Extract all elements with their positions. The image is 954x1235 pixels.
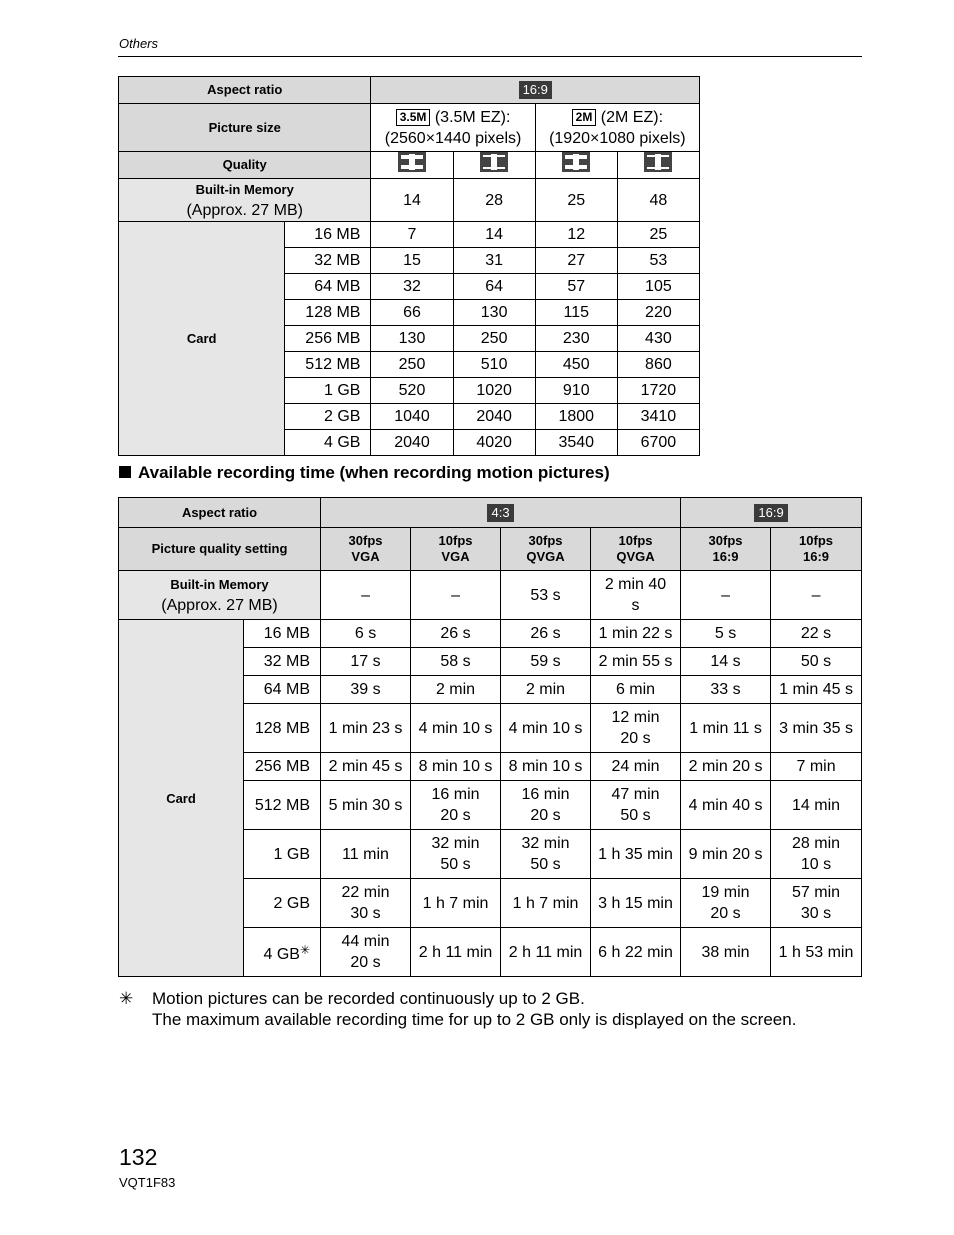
table-cell: 26 s xyxy=(411,620,501,648)
table-cell: 59 s xyxy=(501,648,591,676)
column-header xyxy=(411,528,501,571)
builtin-memory-title: Built-in Memory xyxy=(170,577,269,592)
card-size: 1 GB xyxy=(244,830,321,879)
fine-quality-icon xyxy=(398,152,426,172)
quality-cell xyxy=(535,152,617,179)
table-cell: 1 min 45 s xyxy=(771,676,862,704)
card-size: 2 GB xyxy=(244,879,321,928)
column-header-format: QVGA xyxy=(526,549,565,564)
table-cell: 1 min 23 s xyxy=(321,704,411,753)
card-size: 16 MB xyxy=(285,222,371,248)
table-cell: 38 min xyxy=(681,928,771,977)
column-header xyxy=(501,528,591,571)
picture-size-b xyxy=(535,104,699,152)
table-cell: 32 min 50 s xyxy=(411,830,501,879)
table-cell: 1 h 7 min xyxy=(411,879,501,928)
table-cell: 2 h 11 min xyxy=(501,928,591,977)
table-cell: 25 xyxy=(617,222,699,248)
picture-size-label: Picture size xyxy=(119,104,371,152)
table-cell: 22 s xyxy=(771,620,862,648)
table-cell: 1720 xyxy=(617,378,699,404)
section-heading xyxy=(119,463,610,483)
builtin-memory-capacity: (Approx. 27 MB) xyxy=(186,202,303,219)
picture-size-a-line2: (2560×1440 pixels) xyxy=(384,129,522,147)
quality-label: Quality xyxy=(119,152,371,179)
column-header-format: QVGA xyxy=(616,549,655,564)
builtin-memory-label xyxy=(119,571,321,620)
table-cell: 39 s xyxy=(321,676,411,704)
table-cell: 4 min 40 s xyxy=(681,781,771,830)
aspect-16-9-badge: 16:9 xyxy=(519,81,552,99)
table-cell: 16 min 20 s xyxy=(411,781,501,830)
table-cell: 130 xyxy=(371,326,453,352)
table-cell: 510 xyxy=(453,352,535,378)
table-cell: 6 h 22 min xyxy=(591,928,681,977)
table-cell: 115 xyxy=(535,300,617,326)
table-cell: 48 xyxy=(617,179,699,222)
table-cell: – xyxy=(411,571,501,620)
table-cell: 2 min 55 s xyxy=(591,648,681,676)
table-cell: 6700 xyxy=(617,430,699,456)
size-3-5m-icon: 3.5M xyxy=(396,109,431,126)
table-cell: 520 xyxy=(371,378,453,404)
card-size xyxy=(244,928,321,977)
column-header-fps: 10fps xyxy=(618,533,653,548)
footnote xyxy=(119,988,796,1030)
table-cell: 53 xyxy=(617,248,699,274)
table-cell: 15 xyxy=(371,248,453,274)
table-cell: 2 h 11 min xyxy=(411,928,501,977)
column-header-fps: 30fps xyxy=(348,533,383,548)
table-cell: 57 min 30 s xyxy=(771,879,862,928)
table-cell: 31 xyxy=(453,248,535,274)
card-size: 128 MB xyxy=(285,300,371,326)
table-cell: 3410 xyxy=(617,404,699,430)
table-cell: 14 s xyxy=(681,648,771,676)
table-cell: 5 min 30 s xyxy=(321,781,411,830)
table-cell: 11 min xyxy=(321,830,411,879)
table-cell: 4 min 10 s xyxy=(411,704,501,753)
picture-size-b-line1: (2M EZ): xyxy=(600,108,664,126)
footnote-line: Motion pictures can be recorded continuously up to 2 GB. xyxy=(152,989,585,1008)
still-picture-capacity-table xyxy=(118,76,700,456)
table-cell: 2 min 20 s xyxy=(681,753,771,781)
card-size: 128 MB xyxy=(244,704,321,753)
card-size: 64 MB xyxy=(285,274,371,300)
table-cell: 1800 xyxy=(535,404,617,430)
page-number: 132 xyxy=(119,1144,158,1170)
card-size-text: 4 GB xyxy=(263,945,300,963)
table-cell: 1 min 22 s xyxy=(591,620,681,648)
section-tag: Others xyxy=(119,36,159,51)
table-cell: 4 min 10 s xyxy=(501,704,591,753)
quality-cell xyxy=(371,152,453,179)
table-cell: 14 xyxy=(371,179,453,222)
column-header-fps: 30fps xyxy=(528,533,563,548)
document-code: VQT1F83 xyxy=(119,1175,176,1190)
table-cell: 25 xyxy=(535,179,617,222)
table-cell: 8 min 10 s xyxy=(501,753,591,781)
column-header xyxy=(771,528,862,571)
table-cell: 1040 xyxy=(371,404,453,430)
table-cell: 3540 xyxy=(535,430,617,456)
table-cell: – xyxy=(771,571,862,620)
table-cell: 19 min 20 s xyxy=(681,879,771,928)
table-cell: – xyxy=(321,571,411,620)
table-cell: 450 xyxy=(535,352,617,378)
card-size: 64 MB xyxy=(244,676,321,704)
table-cell: 7 xyxy=(371,222,453,248)
square-bullet-icon xyxy=(119,466,131,478)
table-cell: 2 min xyxy=(411,676,501,704)
picture-size-a-line1: (3.5M EZ): xyxy=(434,108,511,126)
table-cell: 32 xyxy=(371,274,453,300)
fine-quality-icon xyxy=(562,152,590,172)
quality-cell xyxy=(453,152,535,179)
table-cell: 17 s xyxy=(321,648,411,676)
column-header-fps: 10fps xyxy=(799,533,834,548)
table-cell: 6 min xyxy=(591,676,681,704)
aspect-ratio-cell xyxy=(681,498,862,528)
standard-quality-icon xyxy=(644,152,672,172)
column-header-format: VGA xyxy=(351,549,380,564)
column-header-format: 16:9 xyxy=(712,549,739,564)
picture-size-a xyxy=(371,104,535,152)
table-cell: – xyxy=(681,571,771,620)
table-cell: 57 xyxy=(535,274,617,300)
column-header xyxy=(591,528,681,571)
table-cell: 16 min 20 s xyxy=(501,781,591,830)
card-size: 512 MB xyxy=(244,781,321,830)
table-cell: 28 xyxy=(453,179,535,222)
table-cell: 27 xyxy=(535,248,617,274)
table-cell: 24 min xyxy=(591,753,681,781)
table-row xyxy=(119,222,700,248)
column-header xyxy=(681,528,771,571)
builtin-memory-label xyxy=(119,179,371,222)
table-cell: 860 xyxy=(617,352,699,378)
header-rule xyxy=(118,56,862,57)
card-size: 256 MB xyxy=(244,753,321,781)
table-cell: 430 xyxy=(617,326,699,352)
table-cell: 1 min 11 s xyxy=(681,704,771,753)
table-cell: 66 xyxy=(371,300,453,326)
table-cell: 26 s xyxy=(501,620,591,648)
table-cell: 2 min 45 s xyxy=(321,753,411,781)
column-header-fps: 30fps xyxy=(708,533,743,548)
table-cell: 64 xyxy=(453,274,535,300)
table-cell: 2040 xyxy=(453,404,535,430)
builtin-memory-capacity: (Approx. 27 MB) xyxy=(161,597,278,614)
table-cell: 44 min 20 s xyxy=(321,928,411,977)
card-size: 4 GB xyxy=(285,430,371,456)
table-row xyxy=(119,620,862,648)
table-cell: 7 min xyxy=(771,753,862,781)
card-size: 2 GB xyxy=(285,404,371,430)
table-cell: 105 xyxy=(617,274,699,300)
aspect-ratio-label: Aspect ratio xyxy=(119,498,321,528)
table-cell: 3 h 15 min xyxy=(591,879,681,928)
table-cell: 3 min 35 s xyxy=(771,704,862,753)
table-cell: 4020 xyxy=(453,430,535,456)
card-size: 1 GB xyxy=(285,378,371,404)
card-size: 32 MB xyxy=(244,648,321,676)
table-cell: 22 min 30 s xyxy=(321,879,411,928)
table-cell: 8 min 10 s xyxy=(411,753,501,781)
table-cell: 12 xyxy=(535,222,617,248)
asterisk-mark: ✳ xyxy=(119,989,134,1008)
column-header-format: VGA xyxy=(441,549,470,564)
table-cell: 32 min 50 s xyxy=(501,830,591,879)
table-cell: 910 xyxy=(535,378,617,404)
recording-time-table xyxy=(118,497,862,977)
table-cell: 2 min xyxy=(501,676,591,704)
picture-quality-label: Picture quality setting xyxy=(119,528,321,571)
footnote-line: The maximum available recording time for up to 2 GB only is displayed on the screen. xyxy=(152,1010,797,1029)
table-cell: 1 h 7 min xyxy=(501,879,591,928)
table-cell: 5 s xyxy=(681,620,771,648)
card-size: 16 MB xyxy=(244,620,321,648)
standard-quality-icon xyxy=(480,152,508,172)
table-cell: 58 s xyxy=(411,648,501,676)
builtin-memory-title: Built-in Memory xyxy=(195,182,294,197)
table-cell: 14 min xyxy=(771,781,862,830)
table-cell: 220 xyxy=(617,300,699,326)
picture-size-b-line2: (1920×1080 pixels) xyxy=(549,129,686,147)
table-cell: 28 min 10 s xyxy=(771,830,862,879)
aspect-ratio-cell xyxy=(321,498,681,528)
aspect-ratio-cell xyxy=(371,77,700,104)
column-header-fps: 10fps xyxy=(438,533,473,548)
table-cell: 1 h 53 min xyxy=(771,928,862,977)
section-heading-text: Available recording time (when recording motion pictures) xyxy=(138,463,610,482)
card-label: Card xyxy=(119,620,244,977)
table-cell: 230 xyxy=(535,326,617,352)
table-cell: 130 xyxy=(453,300,535,326)
table-cell: 14 xyxy=(453,222,535,248)
card-size: 32 MB xyxy=(285,248,371,274)
aspect-ratio-label: Aspect ratio xyxy=(119,77,371,104)
table-cell: 12 min 20 s xyxy=(591,704,681,753)
card-label: Card xyxy=(119,222,285,456)
table-cell: 250 xyxy=(453,326,535,352)
aspect-16-9-badge: 16:9 xyxy=(754,504,787,522)
quality-cell xyxy=(617,152,699,179)
table-cell: 9 min 20 s xyxy=(681,830,771,879)
table-cell: 250 xyxy=(371,352,453,378)
card-size: 256 MB xyxy=(285,326,371,352)
table-cell: 47 min 50 s xyxy=(591,781,681,830)
table-cell: 1 h 35 min xyxy=(591,830,681,879)
table-cell: 33 s xyxy=(681,676,771,704)
column-header-format: 16:9 xyxy=(803,549,830,564)
table-cell: 1020 xyxy=(453,378,535,404)
table-cell: 2040 xyxy=(371,430,453,456)
table-cell: 50 s xyxy=(771,648,862,676)
card-size: 512 MB xyxy=(285,352,371,378)
column-header xyxy=(321,528,411,571)
table-cell: 2 min 40 s xyxy=(591,571,681,620)
aspect-4-3-badge: 4:3 xyxy=(487,504,513,522)
size-2m-icon: 2M xyxy=(572,109,597,126)
table-cell: 53 s xyxy=(501,571,591,620)
table-cell: 6 s xyxy=(321,620,411,648)
asterisk-mark: ✳ xyxy=(299,942,311,957)
